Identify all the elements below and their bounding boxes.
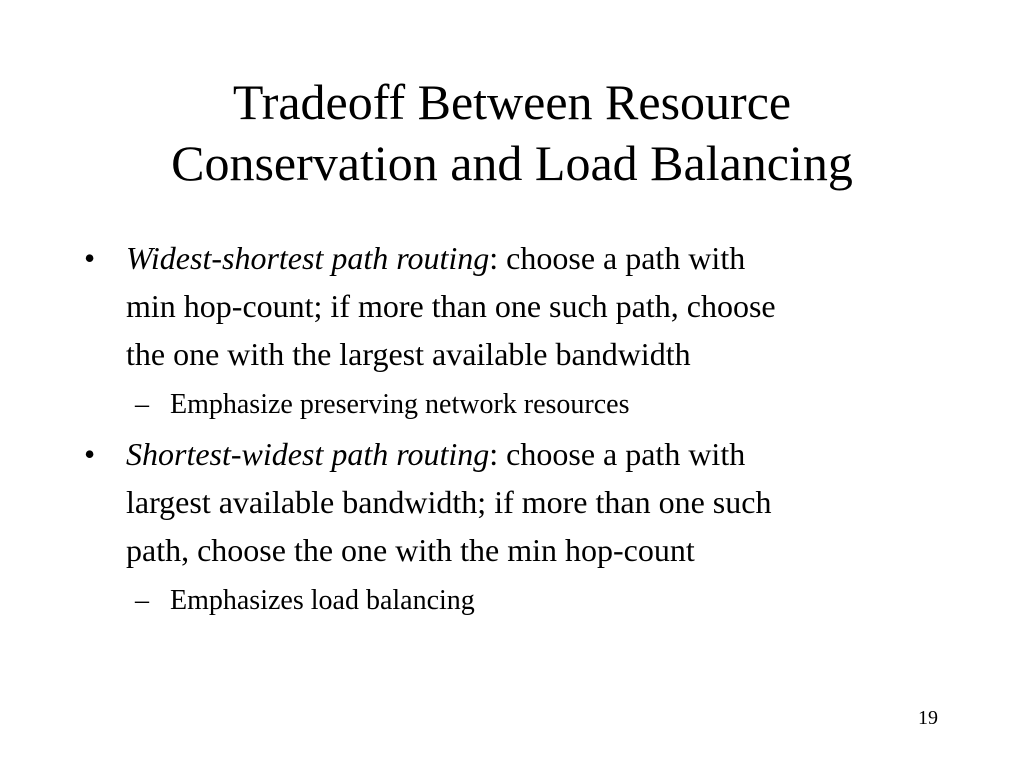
bullet-text-line: path, choose the one with the min hop-count [126, 532, 695, 568]
slide-title-line-2: Conservation and Load Balancing [171, 135, 853, 191]
bullet-text-line: : choose a path with [489, 436, 746, 472]
bullet-text-line: the one with the largest available bandwidth [126, 336, 691, 372]
bullet-marker: • [84, 436, 96, 472]
sub-bullet-marker: – [135, 389, 149, 420]
bullet-item-shortest-widest [80, 430, 980, 574]
slide-title [60, 72, 964, 194]
sub-bullet-marker: – [135, 585, 149, 616]
bullet-text-line: largest available bandwidth; if more than one such [126, 484, 772, 520]
sub-bullet-item [80, 583, 980, 619]
bullet-term: Shortest-widest path routing [126, 436, 490, 472]
sub-bullet-text: Emphasize preserving network resources [170, 389, 630, 420]
page-number: 19 [918, 707, 938, 729]
sub-bullet-text: Emphasizes load balancing [170, 585, 475, 616]
slide-title-line-1: Tradeoff Between Resource [232, 74, 792, 130]
bullet-marker: • [84, 240, 96, 276]
bullet-item-widest-shortest [80, 234, 980, 378]
sub-bullet-item [80, 387, 980, 423]
slide-body [80, 234, 980, 619]
bullet-text-line: min hop-count; if more than one such path, choose [126, 288, 776, 324]
bullet-text-line: : choose a path with [489, 240, 746, 276]
bullet-term: Widest-shortest path routing [126, 240, 490, 276]
